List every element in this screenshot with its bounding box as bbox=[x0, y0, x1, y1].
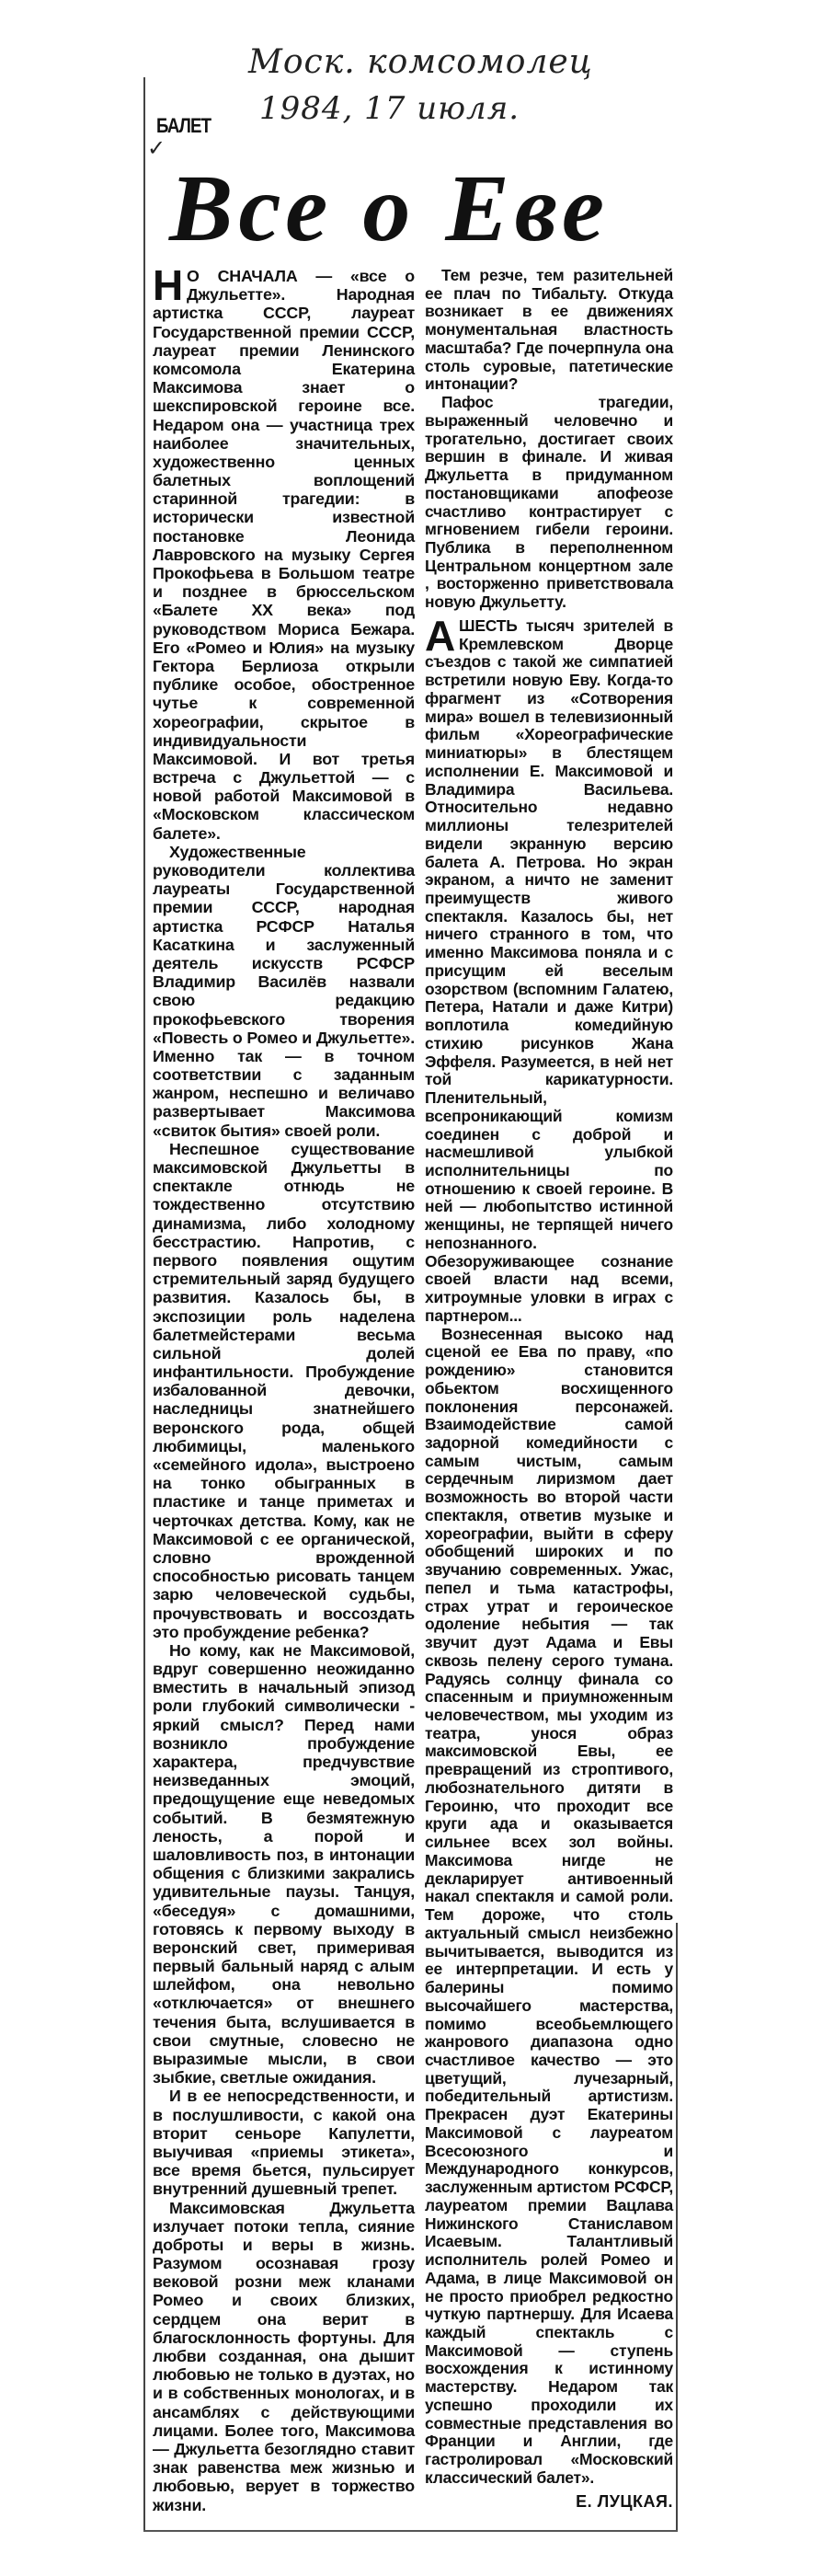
clipping-border-bottom bbox=[143, 2530, 678, 2532]
article-title: Все о Еве bbox=[169, 155, 611, 261]
paragraph-text: Неспешное существование максимовской Джульетты в спектакле отнюдь не тождественно отсутствию динамизма, либо холодному бесстрастию. Напротив, с первого появления ощутим стремительный заряд будущего развития. Казалось бы, в экспозиции роль наделена балетмейстерами весьма сильной долей инфантильности. Пробуждение избалованной девочки, наследницы знатнейшего веронского рода, общей любимицы, маленького «семейного идола», выстроено на тонко обыгранных в пластике и танце приметах и черточках детства. Кому, как не Максимовой с ее органической, словно врожденной способностью рисовать танцем зарю человеческой судьбы, прочувствовать и воссоздать это пробуждение ребенка? bbox=[153, 1139, 415, 1641]
article-paragraph bbox=[153, 1641, 415, 2087]
article-paragraph bbox=[425, 394, 673, 612]
drop-cap: А bbox=[425, 611, 456, 660]
article-paragraph bbox=[153, 261, 415, 843]
handwritten-date-note: 1984, 17 июля. bbox=[259, 90, 520, 127]
rubric-label: БАЛЕТ bbox=[156, 114, 211, 137]
author-signature: Е. ЛУЦКАЯ. bbox=[576, 2491, 673, 2511]
paragraph-text: Максимовская Джульетта излучает потоки тепла, сияние доброты и веры в жизнь. Разумом осознавая грозу вековой розни меж кланами Ромео и своих близких, сердцем она верит в благосклонность фортуны. Для любви созданная, она дышит любовью не только в дуэтах, но и в собственных монологах, и в ансамблях с действующими лицами. Более того, Максимова — Джульетта безоглядно ставит знак равенства меж жизнью и любовью, верует в торжество жизни. bbox=[153, 2198, 415, 2514]
article-column-right bbox=[425, 267, 673, 2511]
drop-cap: Н bbox=[153, 261, 184, 309]
article-paragraph bbox=[425, 1326, 673, 2488]
article-paragraph bbox=[153, 2199, 415, 2514]
article-paragraph bbox=[153, 2087, 415, 2198]
clipping-border-left bbox=[143, 77, 145, 2532]
article-column-left bbox=[153, 261, 415, 2514]
article-paragraph bbox=[153, 843, 415, 1140]
article-paragraph bbox=[153, 1140, 415, 1641]
article-paragraph bbox=[425, 267, 673, 394]
paragraph-text: Художественные руководители коллектива лауреаты Государственной премии СССР, народная артистка РСФСР Наталья Касаткина и заслуженный деятель искусств РСФСР Владимир Василёв назвали свою редакцию прокофьевского творения «Повесть о Ромео и Джульетте». Именно так — в точном соответствии с заданным жанром, неспешно и величаво развертывает Максимова «свиток бытия» своей роли. bbox=[153, 842, 415, 1140]
handwritten-source-note: Моск. комсомолец bbox=[248, 43, 593, 81]
check-icon: ✓ bbox=[147, 136, 166, 161]
paragraph-text: Пафос трагедии, выраженный человечно и трогательно, достигает своих вершин в финале. И живая Джульетта в придуманном постановщиками апофеозе счастливо контрастирует с мгновением гибели героини. Публика в переполненном Центральном концертном зале , восторженно приветствовала новую Джульетту. bbox=[425, 393, 673, 612]
paragraph-text: О СНАЧАЛА — «все о Джульетте». Народная артистка СССР, лауреат Государственной премии СССР, лауреат премии Ленинского комсомола Екатерина Максимова знает о шекспировской героине все. Недаром она — участница трех наиболее значительных, художественно ценных балетных воплощений старинной трагедии: в исторически известной постановке Леонида Лавровского на музыку Сергея Прокофьева в Большом театре и позднее в брюссельском «Балете XX века» под руководством Мориса Бежара. Его «Ромео и Юлия» на музыку Гектора Берлиоза открыли публике особое, обостренное чутье к современной хореографии, скрытое в индивидуальности Максимовой. И вот третья встреча с Джульеттой — с новой работой Максимовой в «Московском классическом балете». bbox=[153, 267, 415, 843]
paragraph-text: И в ее непосредственности, и в послушливости, с какой она вторит сеньоре Капулетти, выучивая «приемы этикета», все время бьется, пульсирует внутренний душевный трепет. bbox=[153, 2087, 415, 2199]
paragraph-text: Но кому, как не Максимовой, вдруг совершенно неожиданно вместить в начальный эпизод роли глубокий символически - яркий смысл? Перед нами возникло пробуждение характера, предчувствие неизведанных эмоций, предощущение еще неведомых событий. В безмятежную леность, а порой и шаловливость поз, в интонации общения с близкими закрались удивительные паузы. Танцуя, «беседуя» с домашними, готовясь к первому выходу в веронский свет, примеривая первый бальный наряд с алым шлейфом, она невольно «отключается» от внешнего течения быта, вслушивается в свои смутные, словесно не выразимые мысли, в свои зыбкие, светлые ожидания. bbox=[153, 1640, 415, 2087]
paragraph-text: Тем резче, тем разительней ее плач по Тибальту. Откуда возникает в ее движениях монументальная властность масштаба? Где почерпнула она столь суровые, патетические интонации? bbox=[425, 266, 673, 394]
paragraph-text: ШЕСТЬ тысяч зрителей в Кремлевском Дворце съездов с такой же симпатией встретили новую Еву. Когда-то фрагмент из «Сотворения мира» вошел в телевизионный фильм «Хореографические миниатюры» в блестящем исполнении Е. Максимовой и Владимира Васильева. Относительно недавно миллионы телезрителей видели экранную версию балета А. Петрова. Но экран экраном, а ничто не заменит преимуществ живого спектакля. Казалось бы, нет ничего странного в том, что именно Максимова поняла и с присущим ей веселым озорством (вспомним Галатею, Петера, Натали и даже Китри) воплотила комедийную стихию рисунков Жана Эффеля. Разумеется, в ней нет той карикатурности. Пленительный, всепроникающий комизм соединен с доброй и насмешливой улыбкой исполнительницы по отношению к своей героине. В ней — любопытство истинной женщины, не терпящей ничего непознанного. Обезоруживающее сознание своей власти над всеми, хитроумные уловки в играх с партнером... bbox=[425, 615, 673, 1325]
paragraph-text: Вознесенная высоко над сценой ее Ева по праву, «по рождению» становится обьектом восхищенного поклонения персонажей. Взаимодействие самой задорной комедийности с самым чистым, самым сердечным лиризмом дает возможность во второй части спектакля, ответив музыке и хореографии, выйти в сферу обобщений широких и по звучанию современных. Ужас, пепел и тьма катастрофы, страх утрат и героическое одоление небытия — так звучит дуэт Адама и Евы сквозь пелену серого тумана. Радуясь солнцу финала со спасенным и приумноженным человечеством, мы уходим из театра, унося образ максимовской Евы, ее превращений из строптивого, любознательного дитяти в Героиню, что проходит все круги ада и оказывается сильнее всех зол войны. Максимова нигде не декларирует антивоенный накал спектакля и самой роли. Тем дороже, что столь актуальный смысл неизбежно вычитывается, выводится из ее интерпретации. И есть у балерины помимо высочайшего мастерства, помимо всеобьемлющего жанрового диапазона одно счастливое качество — это цветущий, лучезарный, победительный артистизм. Прекрасен дуэт Екатерины Максимовой с лауреатом Всесоюзного и Международного конкурсов, заслуженным артистом РСФСР, лауреатом премии Вацлава Нижинского Станиславом Исаевым. Талантливый исполнитель ролей Ромео и Адама, в лице Максимовой он не просто приобрел редкостно чуткую партнершу. Для Исаева каждый спектакль с Максимовой — ступень восхождения к истинному мастерству. Недаром так успешно проходили их совместные представления во Франции и Англии, где гастролировал «Московский классический балет». bbox=[425, 1324, 673, 2487]
article-paragraph bbox=[425, 611, 673, 1326]
clipping-border-right bbox=[676, 1923, 678, 2532]
